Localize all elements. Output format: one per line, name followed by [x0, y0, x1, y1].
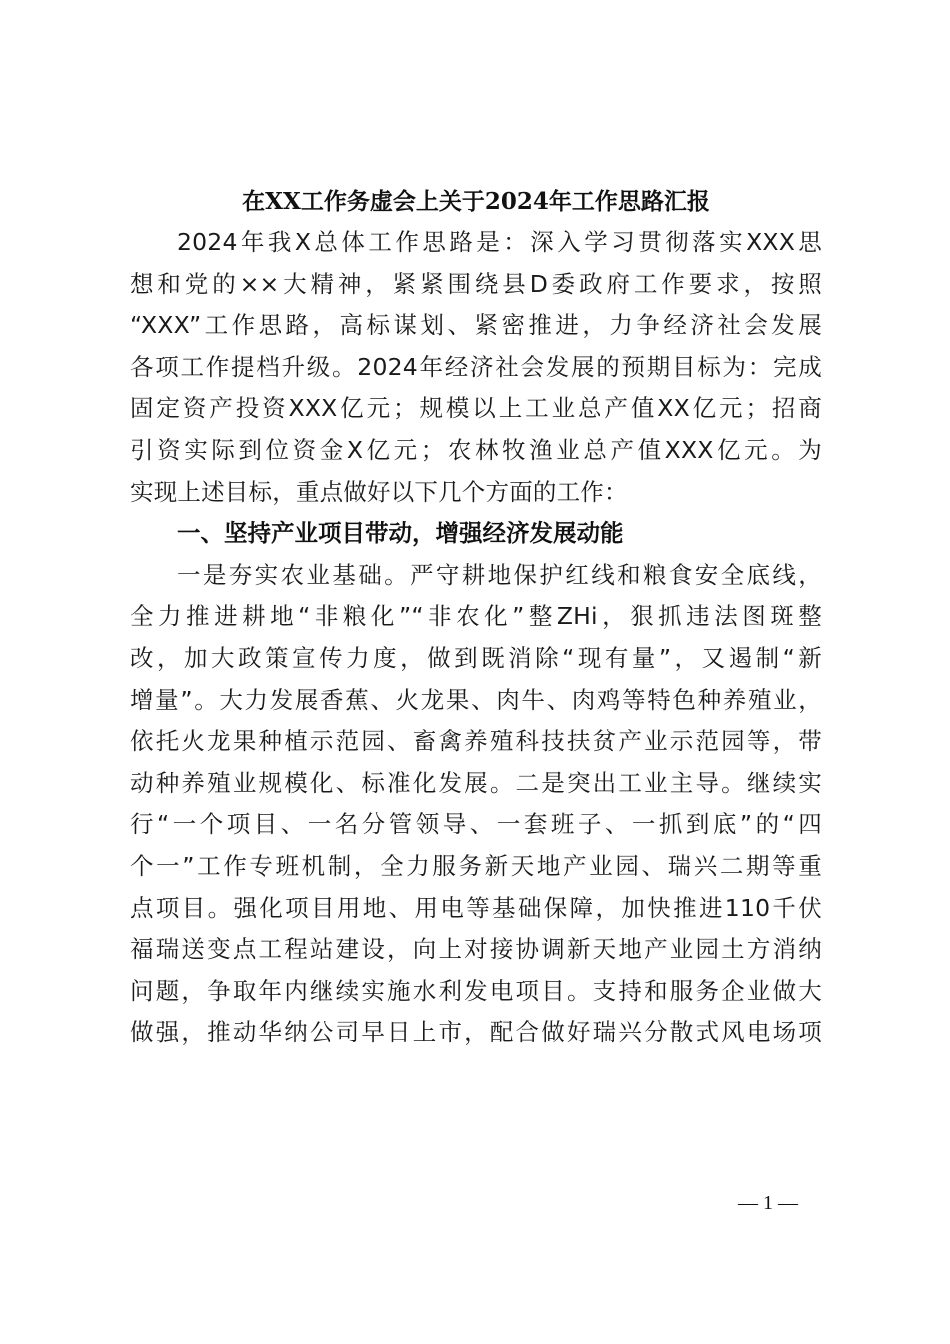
- text-line: 做强，推动华纳公司早日上市，配合做好瑞兴分散式风电场项: [130, 1018, 822, 1047]
- document-body: [130, 182, 822, 1054]
- text-line: 依托火龙果种植示范园、畜禽养殖科技扶贫产业示范园等，带: [130, 727, 822, 756]
- text-line: 固定资产投资XXX亿元；规模以上工业总产值XX亿元；招商: [130, 394, 822, 423]
- text-line: 点项目。强化项目用地、用电等基础保障，加快推进110千伏: [130, 893, 822, 922]
- text-line: 个一”工作专班机制，全力服务新天地产业园、瑞兴二期等重: [130, 851, 822, 880]
- text-line: 行“一个项目、一名分管领导、一套班子、一抓到底”的“四: [130, 810, 822, 839]
- text-line: 想和党的××大精神，紧紧围绕县D委政府工作要求，按照: [130, 269, 822, 298]
- intro-paragraph: [130, 222, 822, 513]
- text-line: 福瑞送变点工程站建设，向上对接协调新天地产业园土方消纳: [130, 935, 822, 964]
- text-line: 各项工作提档升级。2024年经济社会发展的预期目标为：完成: [130, 352, 822, 381]
- text-line: 实现上述目标，重点做好以下几个方面的工作：: [130, 477, 628, 506]
- page-number: — 1 —: [738, 1192, 798, 1214]
- text-line: “XXX”工作思路，高标谋划、紧密推进，力争经济社会发展: [130, 311, 822, 340]
- section-heading: 一、坚持产业项目带动，增强经济发展动能: [177, 519, 624, 548]
- text-line: 改，加大政策宣传力度，做到既消除“现有量”，又遏制“新: [130, 643, 822, 672]
- body-paragraph: [130, 555, 822, 1054]
- document-title: 在XX工作务虚会上关于2024年工作思路汇报: [242, 188, 710, 215]
- text-line: 全力推进耕地“非粮化”“非农化”整ZHi，狠抓违法图斑整: [130, 602, 822, 631]
- text-line: 动种养殖业规模化、标准化发展。二是突出工业主导。继续实: [130, 768, 822, 797]
- text-line: 问题，争取年内继续实施水利发电项目。支持和服务企业做大: [130, 976, 822, 1005]
- text-line: 引资实际到位资金X亿元；农林牧渔业总产值XXX亿元。为: [130, 435, 822, 464]
- text-line: 2024年我X总体工作思路是：深入学习贯彻落实XXX思: [177, 228, 822, 256]
- text-line: 增量”。大力发展香蕉、火龙果、肉牛、肉鸡等特色种养殖业，: [130, 685, 822, 714]
- text-line: 一是夯实农业基础。严守耕地保护红线和粮食安全底线，: [177, 560, 822, 589]
